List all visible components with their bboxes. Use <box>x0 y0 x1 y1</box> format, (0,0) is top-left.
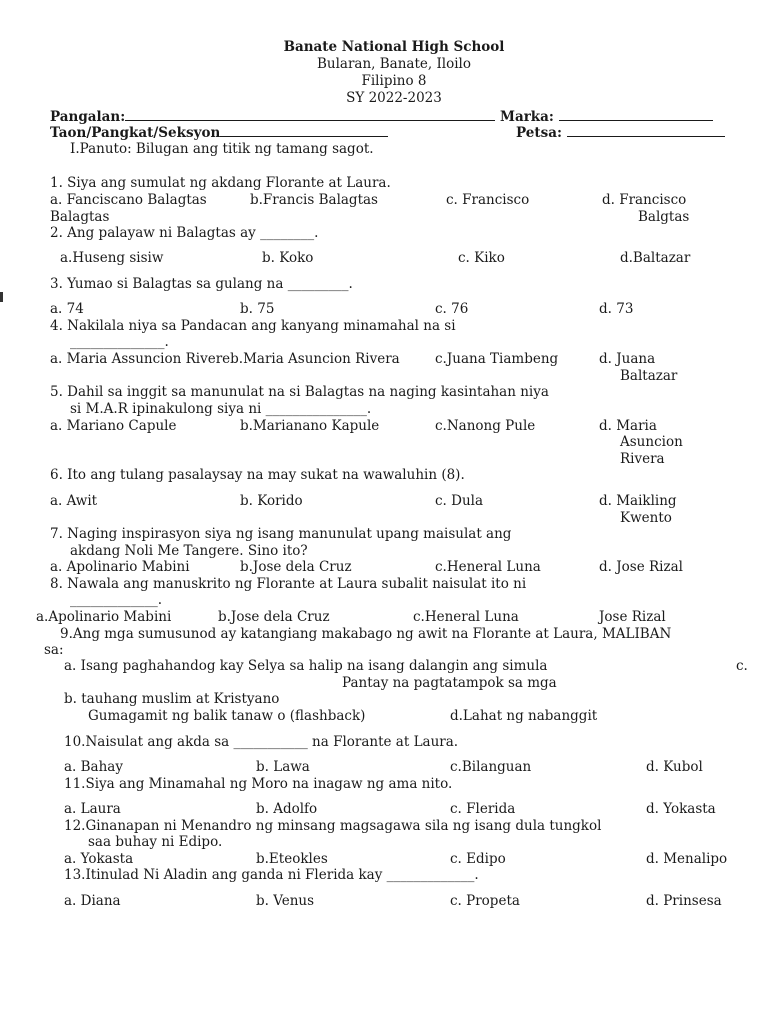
instructions: I.Panuto: Bilugan ang titik ng tamang sagot. <box>70 141 374 157</box>
section-field <box>50 124 388 141</box>
date-field <box>516 124 725 141</box>
question-4: 4. Nakilala niya sa Pandacan ang kanyang minamahal na si <box>50 318 456 334</box>
school-address: Bularan, Banate, Iloilo <box>316 56 471 72</box>
question-4-cont: ______________. <box>70 334 169 350</box>
q4-option-d-cont: Baltazar <box>620 368 678 384</box>
q2-option-b[interactable]: b. Koko <box>262 250 314 266</box>
score-label: Marka: <box>500 109 554 125</box>
question-11: 11.Siya ang Minamahal ng Moro na inagaw ng ama nito. <box>64 776 453 792</box>
q12-option-a[interactable]: a. Yokasta <box>64 851 134 867</box>
q4-option-c[interactable]: c.Juana Tiambeng <box>435 351 559 367</box>
question-6: 6. Ito ang tulang pasalaysay na may sukat na wawaluhin (8). <box>50 467 465 483</box>
q1-option-a-cont: Balagtas <box>50 209 110 225</box>
q6-option-a[interactable]: a. Awit <box>50 493 98 509</box>
q8-option-c[interactable]: c.Heneral Luna <box>413 609 519 625</box>
q7-option-c[interactable]: c.Heneral Luna <box>435 559 541 575</box>
margin-mark <box>0 292 3 302</box>
q6-option-c[interactable]: c. Dula <box>435 493 484 509</box>
q7-option-d[interactable]: d. Jose Rizal <box>599 559 683 575</box>
q12-option-d[interactable]: d. Menalipo <box>646 851 728 867</box>
q11-option-a[interactable]: a. Laura <box>64 801 121 817</box>
question-5: 5. Dahil sa inggit sa manunulat na si Balagtas na naging kasintahan niya <box>50 384 549 400</box>
question-12: 12.Ginanapan ni Menandro ng minsang magsagawa sila ng isang dula tungkol <box>64 818 602 834</box>
q13-option-d[interactable]: d. Prinsesa <box>646 893 722 909</box>
q12-option-c[interactable]: c. Edipo <box>450 851 506 867</box>
q3-option-d[interactable]: d. 73 <box>599 301 634 317</box>
q4-option-d[interactable]: d. Juana <box>599 351 656 367</box>
q6-option-b[interactable]: b. Korido <box>240 493 303 509</box>
q6-option-d[interactable]: d. Maikling <box>599 493 677 509</box>
q5-option-a[interactable]: a. Mariano Capule <box>50 418 177 434</box>
name-label: Pangalan: <box>50 109 126 125</box>
q9-option-c-letter[interactable]: c. <box>736 658 748 674</box>
name-blank[interactable] <box>125 108 495 121</box>
q13-option-b[interactable]: b. Venus <box>256 893 315 909</box>
question-1: 1. Siya ang sumulat ng akdang Florante at Laura. <box>50 175 391 191</box>
q2-option-c[interactable]: c. Kiko <box>458 250 505 266</box>
q1-option-d[interactable]: d. Francisco <box>602 192 687 208</box>
question-8-cont: _____________. <box>70 592 163 608</box>
q7-option-a[interactable]: a. Apolinario Mabini <box>50 559 190 575</box>
question-3: 3. Yumao si Balagtas sa gulang na _________. <box>50 276 353 292</box>
q1-option-d-cont: Balgtas <box>638 209 690 225</box>
q5-option-d-cont: Asuncion <box>620 434 683 450</box>
q1-option-c[interactable]: c. Francisco <box>446 192 530 208</box>
score-field <box>500 108 713 125</box>
section-blank[interactable] <box>220 124 388 137</box>
question-8: 8. Nawala ang manuskrito ng Florante at Laura subalit naisulat ito ni <box>50 576 527 592</box>
subject: Filipino 8 <box>361 73 427 89</box>
question-9-cont: sa: <box>44 642 64 658</box>
q4-option-ab[interactable]: a. Maria Assuncion Rivereb.Maria Asuncion Rivera <box>50 351 400 367</box>
school-name: Banate National High School <box>283 39 505 55</box>
q5-option-b[interactable]: b.Marianano Kapule <box>240 418 380 434</box>
question-2: 2. Ang palayaw ni Balagtas ay ________. <box>50 225 319 241</box>
q2-option-d[interactable]: d.Baltazar <box>620 250 691 266</box>
q9-option-c: Pantay na pagtatampok sa mga <box>342 675 557 691</box>
q10-option-b[interactable]: b. Lawa <box>256 759 310 775</box>
date-blank[interactable] <box>567 124 725 137</box>
q10-option-c[interactable]: c.Bilanguan <box>450 759 532 775</box>
q9-option-b-cont: Gumagamit ng balik tanaw o (flashback) <box>88 708 366 724</box>
question-13: 13.Itinulad Ni Aladin ang ganda ni Flerida kay _____________. <box>64 867 479 883</box>
q10-option-d[interactable]: d. Kubol <box>646 759 703 775</box>
q11-option-d[interactable]: d. Yokasta <box>646 801 716 817</box>
q11-option-c[interactable]: c. Flerida <box>450 801 516 817</box>
q1-option-b[interactable]: b.Francis Balagtas <box>250 192 378 208</box>
score-blank[interactable] <box>559 108 713 121</box>
q3-option-a[interactable]: a. 74 <box>50 301 84 317</box>
q9-option-b[interactable]: b. tauhang muslim at Kristyano <box>64 691 280 707</box>
q6-option-d-cont: Kwento <box>620 510 672 526</box>
section-label: Taon/Pangkat/Seksyon <box>50 125 221 141</box>
name-field <box>50 108 495 125</box>
question-12-cont: saa buhay ni Edipo. <box>88 834 223 850</box>
question-9: 9.Ang mga sumusunod ay katangiang makabago ng awit na Florante at Laura, MALIBAN <box>60 626 672 642</box>
q7-option-b[interactable]: b.Jose dela Cruz <box>240 559 352 575</box>
q8-option-b[interactable]: b.Jose dela Cruz <box>218 609 330 625</box>
q5-option-d[interactable]: d. Maria <box>599 418 657 434</box>
q3-option-c[interactable]: c. 76 <box>435 301 469 317</box>
q10-option-a[interactable]: a. Bahay <box>64 759 123 775</box>
question-7-cont: akdang Noli Me Tangere. Sino ito? <box>70 543 308 559</box>
q1-option-a[interactable]: a. Fanciscano Balagtas <box>50 192 207 208</box>
q3-option-b[interactable]: b. 75 <box>240 301 275 317</box>
question-10: 10.Naisulat ang akda sa ___________ na Florante at Laura. <box>64 734 459 750</box>
q13-option-a[interactable]: a. Diana <box>64 893 121 909</box>
q12-option-b[interactable]: b.Eteokles <box>256 851 328 867</box>
q2-option-a[interactable]: a.Huseng sisiw <box>60 250 164 266</box>
q5-option-d-cont2: Rivera <box>620 451 665 467</box>
q8-option-a[interactable]: a.Apolinario Mabini <box>36 609 172 625</box>
q13-option-c[interactable]: c. Propeta <box>450 893 520 909</box>
q8-option-d[interactable]: Jose Rizal <box>599 609 666 625</box>
question-5-cont: si M.A.R ipinakulong siya ni _______________. <box>70 401 372 417</box>
q11-option-b[interactable]: b. Adolfo <box>256 801 318 817</box>
q9-option-a[interactable]: a. Isang paghahandog kay Selya sa halip na isang dalangin ang simula <box>64 658 548 674</box>
q5-option-c[interactable]: c.Nanong Pule <box>435 418 536 434</box>
school-year: SY 2022-2023 <box>346 90 442 106</box>
question-7: 7. Naging inspirasyon siya ng isang manunulat upang maisulat ang <box>50 526 512 542</box>
date-label: Petsa: <box>516 125 562 141</box>
q9-option-d[interactable]: d.Lahat ng nabanggit <box>450 708 598 724</box>
